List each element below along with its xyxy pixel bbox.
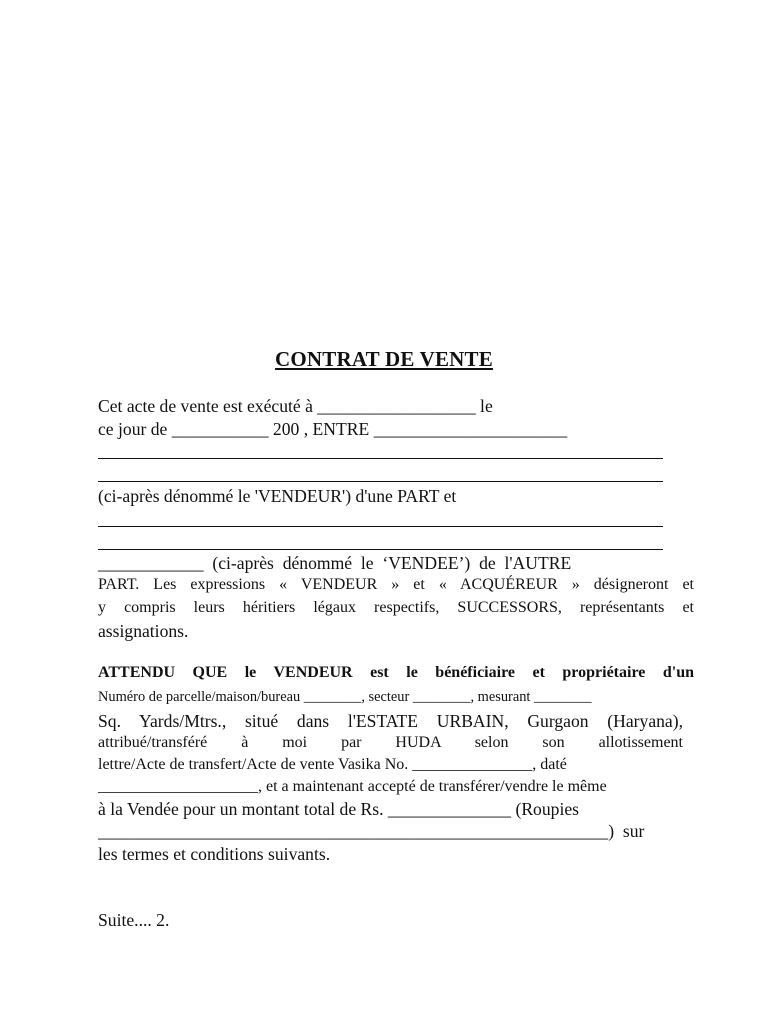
paragraph-line: attribué/transféré à moi par HUDA selon son allotissement <box>98 734 683 751</box>
blank-rule <box>98 458 663 459</box>
paragraph-line: Numéro de parcelle/maison/bureau ________, secteur ________, mesurant ________ <box>98 689 592 705</box>
paragraph-line: Sq. Yards/Mtrs., situé dans l'ESTATE URBAIN, Gurgaon (Haryana), <box>98 711 683 731</box>
blank-rule <box>98 481 663 482</box>
paragraph-line: ____________ (ci-après dénommé le ‘VENDEE’) de l'AUTRE <box>98 553 572 573</box>
paragraph-line: y compris leurs héritiers légaux respectifs, SUCCESSORS, représentants et <box>98 599 694 616</box>
blank-rule <box>98 549 663 550</box>
paragraph-line: ____________________, et a maintenant accepté de transférer/vendre le même <box>98 778 607 795</box>
paragraph-line: à la Vendée pour un montant total de Rs. ______________ (Roupies <box>98 799 579 819</box>
paragraph-line: PART. Les expressions « VENDEUR » et « ACQUÉREUR » désigneront et <box>98 576 694 593</box>
continuation-note: Suite.... 2. <box>98 910 170 930</box>
paragraph-line: (ci-après dénommé le 'VENDEUR') d'une PART et <box>98 486 457 506</box>
paragraph-line: ATTENDU QUE le VENDEUR est le bénéficiaire et propriétaire d'un <box>98 664 694 681</box>
paragraph-line: assignations. <box>98 621 189 641</box>
paragraph-line: lettre/Acte de transfert/Acte de vente Vasika No. _______________, daté <box>98 756 567 773</box>
blank-rule <box>98 526 663 527</box>
paragraph-line: ce jour de ___________ 200 , ENTRE ______________________ <box>98 419 568 439</box>
paragraph-line: les termes et conditions suivants. <box>98 844 331 864</box>
paragraph-line: Cet acte de vente est exécuté à __________________ le <box>98 396 493 416</box>
document-title: CONTRAT DE VENTE <box>275 347 493 371</box>
paragraph-line: __________________________________________________________) sur <box>98 821 645 841</box>
